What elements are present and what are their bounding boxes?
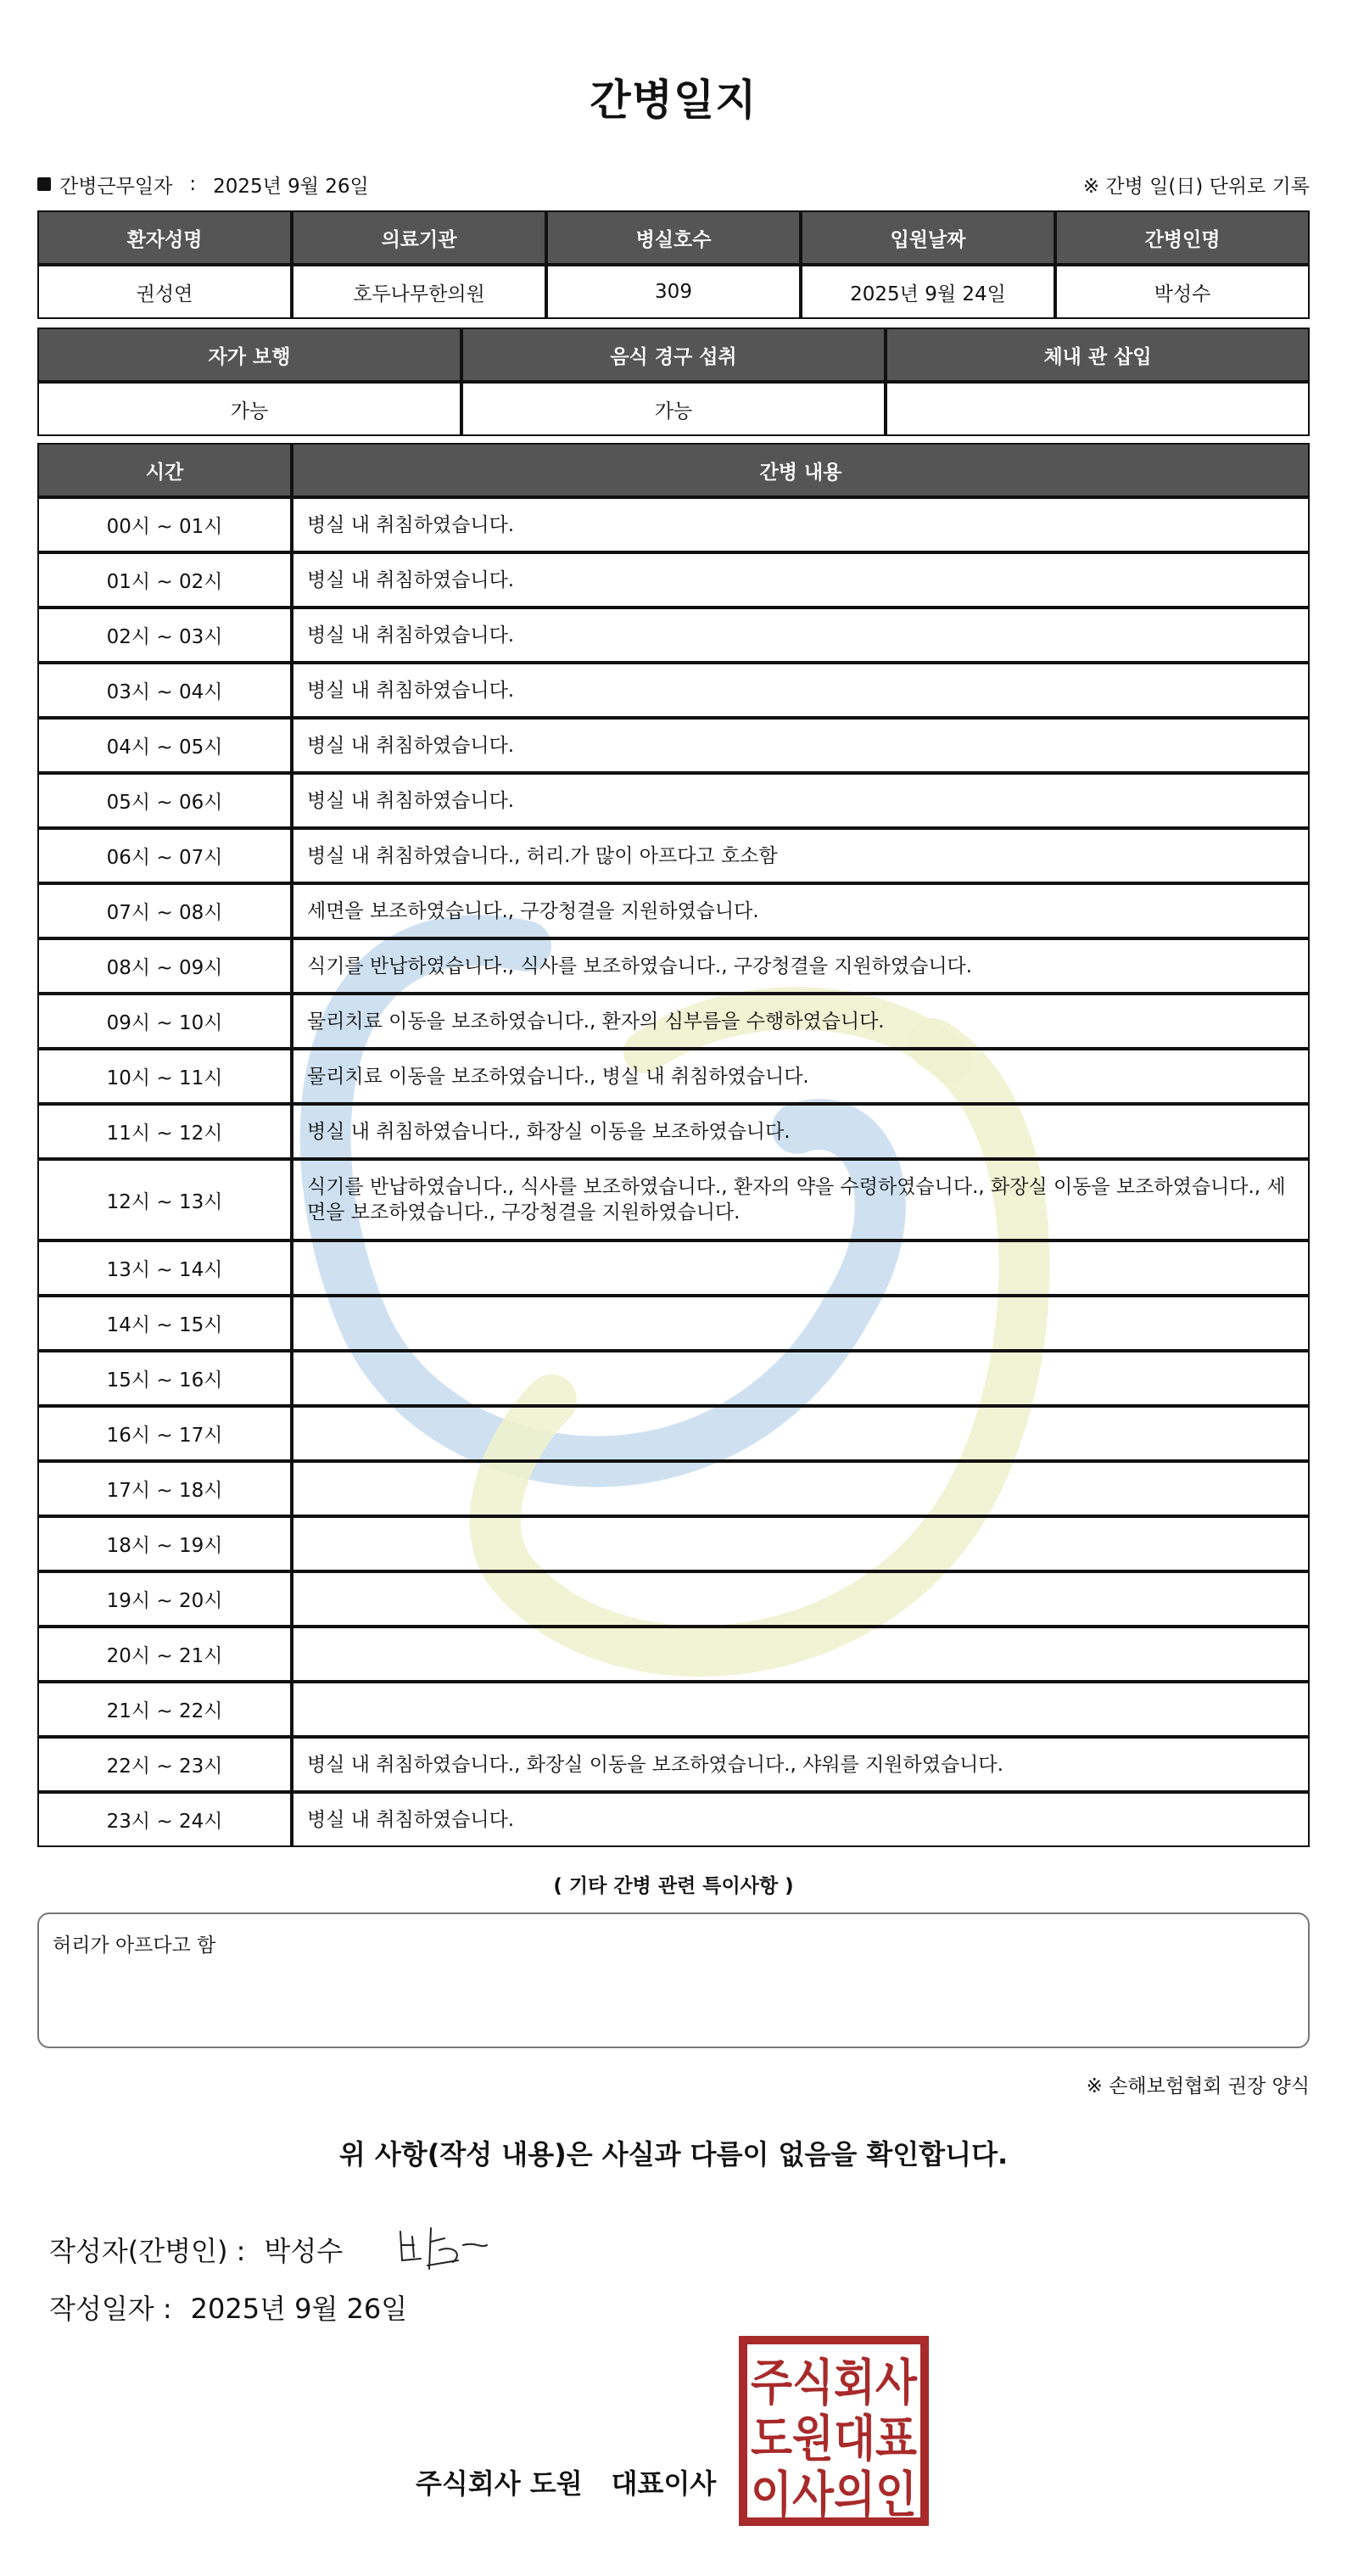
- care-log-row: [37, 1104, 1310, 1159]
- status-value-row: [37, 382, 1310, 436]
- care-log-row: [37, 1792, 1310, 1847]
- care-log-header-row: [37, 443, 1310, 497]
- room-number-value: 309: [546, 265, 801, 319]
- company-name: 주식회사 도원: [416, 2467, 583, 2500]
- care-log-time: 07시 ~ 08시: [37, 883, 292, 938]
- writer-name: 박성수: [264, 2235, 344, 2267]
- care-log-row: [37, 608, 1310, 663]
- care-log-row: [37, 663, 1310, 718]
- care-log-row: [37, 1159, 1310, 1240]
- care-log-time: 04시 ~ 05시: [37, 718, 292, 773]
- care-log-row: [37, 883, 1310, 938]
- care-log-time: 22시 ~ 23시: [37, 1737, 292, 1792]
- care-log-content: [292, 1682, 1310, 1737]
- care-log-row: [37, 718, 1310, 773]
- care-log-table: [37, 443, 1310, 1847]
- header-time: 시간: [37, 443, 292, 497]
- care-log-content: [292, 1571, 1310, 1627]
- care-log-row: [37, 1351, 1310, 1406]
- header-patient-name: 환자성명: [37, 210, 292, 265]
- care-log-body: [37, 497, 1310, 1847]
- care-log-time: 00시 ~ 01시: [37, 497, 292, 552]
- care-log-time: 19시 ~ 20시: [37, 1571, 292, 1627]
- care-log-content: 병실 내 취침하였습니다.: [292, 1792, 1310, 1847]
- care-log-time: 08시 ~ 09시: [37, 938, 292, 994]
- work-date-label: 간병근무일자: [59, 175, 173, 198]
- care-log-content: 식기를 반납하였습니다., 식사를 보조하였습니다., 환자의 약을 수령하였습니다., 화장실 이동을 보조하였습니다., 세면을 보조하였습니다., 구강청결을 지원하였습니다.: [292, 1159, 1310, 1240]
- status-header-row: [37, 328, 1310, 382]
- care-log-content: [292, 1406, 1310, 1461]
- care-log-content: [292, 1627, 1310, 1682]
- company-title: 대표이사: [611, 2467, 717, 2500]
- care-log-content: [292, 1296, 1310, 1351]
- patient-status-table: [37, 328, 1310, 436]
- care-log-content: 병실 내 취침하였습니다.: [292, 663, 1310, 718]
- care-log-time: 16시 ~ 17시: [37, 1406, 292, 1461]
- admission-date-value: 2025년 9월 24일: [801, 265, 1055, 319]
- care-log-content: 병실 내 취침하였습니다.: [292, 497, 1310, 552]
- caregiver-name-value: 박성수: [1055, 265, 1310, 319]
- patient-info-header-row: [37, 210, 1310, 265]
- patient-name-value: 권성연: [37, 265, 292, 319]
- care-log-time: 01시 ~ 02시: [37, 552, 292, 608]
- care-log-time: 02시 ~ 03시: [37, 608, 292, 663]
- care-log-time: 18시 ~ 19시: [37, 1516, 292, 1571]
- care-log-time: 09시 ~ 10시: [37, 994, 292, 1049]
- care-log-row: [37, 1516, 1310, 1571]
- header-care-content: 간병 내용: [292, 443, 1310, 497]
- writer-label: 작성자(간병인) :: [49, 2235, 246, 2267]
- header-admission-date: 입원날짜: [801, 210, 1055, 265]
- notes-text: 허리가 아프다고 함: [53, 1935, 216, 1957]
- patient-info-value-row: [37, 265, 1310, 319]
- care-log-content: [292, 1351, 1310, 1406]
- header-self-walking: 자가 보행: [37, 328, 461, 382]
- care-log-row: [37, 1296, 1310, 1351]
- care-log-time: 11시 ~ 12시: [37, 1104, 292, 1159]
- care-log-time: 12시 ~ 13시: [37, 1159, 292, 1240]
- handwritten-signature: [394, 2220, 495, 2279]
- care-log-content: 병실 내 취침하였습니다.: [292, 718, 1310, 773]
- care-log-time: 06시 ~ 07시: [37, 828, 292, 883]
- care-log-row: [37, 1049, 1310, 1104]
- header-room-number: 병실호수: [546, 210, 801, 265]
- care-log-content: 병실 내 취침하였습니다., 화장실 이동을 보조하였습니다.: [292, 1104, 1310, 1159]
- care-log-content: 병실 내 취침하였습니다., 화장실 이동을 보조하였습니다., 샤워를 지원하였습니다.: [292, 1737, 1310, 1792]
- care-log-time: 14시 ~ 15시: [37, 1296, 292, 1351]
- patient-info-table: [37, 210, 1310, 319]
- care-log-content: 물리치료 이동을 보조하였습니다., 병실 내 취침하였습니다.: [292, 1049, 1310, 1104]
- self-walking-value: 가능: [37, 382, 461, 436]
- care-log-time: 17시 ~ 18시: [37, 1461, 292, 1516]
- written-date-row: [49, 2288, 407, 2327]
- recommendation-note: ※ 손해보험협회 권장 양식: [1086, 2075, 1310, 2097]
- bullet-square-icon: [37, 177, 51, 191]
- header-caregiver-name: 간병인명: [1055, 210, 1310, 265]
- care-log-time: 03시 ~ 04시: [37, 663, 292, 718]
- care-log-time: 10시 ~ 11시: [37, 1049, 292, 1104]
- care-log-time: 15시 ~ 16시: [37, 1351, 292, 1406]
- care-log-row: [37, 1240, 1310, 1296]
- care-log-content: 세면을 보조하였습니다., 구강청결을 지원하였습니다.: [292, 883, 1310, 938]
- seal-text-line: 주식회사: [751, 2354, 918, 2411]
- written-date-label: 작성일자 :: [49, 2293, 172, 2325]
- care-log-time: 20시 ~ 21시: [37, 1627, 292, 1682]
- seal-text-line: 도원대표: [751, 2410, 917, 2467]
- notes-box: [37, 1912, 1310, 2048]
- care-log-content: [292, 1461, 1310, 1516]
- care-log-content: 병실 내 취침하였습니다.: [292, 773, 1310, 828]
- care-log-content: 병실 내 취침하였습니다., 허리.가 많이 아프다고 호소함: [292, 828, 1310, 883]
- seal-text-line: 이사의인: [751, 2466, 917, 2523]
- care-log-row: [37, 1571, 1310, 1627]
- care-log-time: 23시 ~ 24시: [37, 1792, 292, 1847]
- work-date-separator: :: [189, 173, 197, 195]
- confirmation-statement: 위 사항(작성 내용)은 사실과 다름이 없음을 확인합니다.: [338, 2138, 1009, 2170]
- care-log-content: 병실 내 취침하였습니다.: [292, 552, 1310, 608]
- care-log-row: [37, 773, 1310, 828]
- care-log-row: [37, 497, 1310, 552]
- care-log-row: [37, 1737, 1310, 1792]
- care-log-content: 식기를 반납하였습니다., 식사를 보조하였습니다., 구강청결을 지원하였습니다.: [292, 938, 1310, 994]
- tube-insertion-value: [886, 382, 1310, 436]
- care-log-content: 병실 내 취침하였습니다.: [292, 608, 1310, 663]
- oral-intake-value: 가능: [461, 382, 886, 436]
- work-date-value: 2025년 9월 26일: [213, 175, 369, 198]
- notes-title: ( 기타 간병 관련 특이사항 ): [553, 1875, 794, 1897]
- care-log-row: [37, 1627, 1310, 1682]
- institution-value: 호두나무한의원: [292, 265, 546, 319]
- care-log-time: 21시 ~ 22시: [37, 1682, 292, 1737]
- care-log-row: [37, 828, 1310, 883]
- company-signoff: [416, 2462, 716, 2501]
- care-log-content: [292, 1240, 1310, 1296]
- header-oral-intake: 음식 경구 섭취: [461, 328, 886, 382]
- care-log-row: [37, 1682, 1310, 1737]
- care-log-time: 13시 ~ 14시: [37, 1240, 292, 1296]
- work-date-row: [37, 170, 1310, 199]
- header-tube-insertion: 체내 관 삽입: [886, 328, 1310, 382]
- unit-note: ※ 간병 일(日) 단위로 기록: [1082, 175, 1310, 198]
- header-institution: 의료기관: [292, 210, 546, 265]
- writer-row: [49, 2220, 495, 2279]
- company-seal: [738, 2335, 930, 2527]
- care-log-row: [37, 1461, 1310, 1516]
- care-log-row: [37, 994, 1310, 1049]
- care-log-row: [37, 552, 1310, 608]
- care-log-content: [292, 1516, 1310, 1571]
- care-log-row: [37, 938, 1310, 994]
- care-log-row: [37, 1406, 1310, 1461]
- written-date-value: 2025년 9월 26일: [190, 2293, 408, 2325]
- document-title: 간병일지: [590, 76, 757, 125]
- care-log-time: 05시 ~ 06시: [37, 773, 292, 828]
- care-log-content: 물리치료 이동을 보조하였습니다., 환자의 심부름을 수행하였습니다.: [292, 994, 1310, 1049]
